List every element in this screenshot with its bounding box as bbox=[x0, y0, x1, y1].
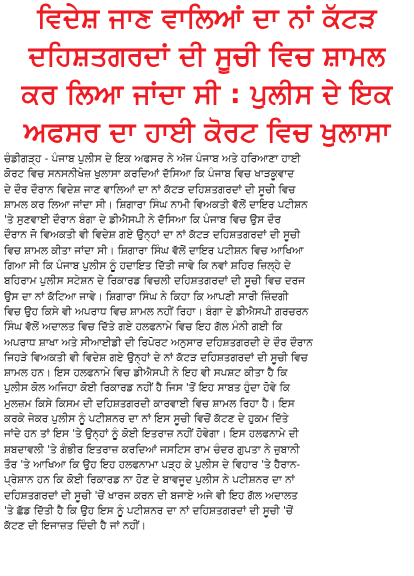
headline-line: ਕਰ ਲਿਆ ਜਾਂਦਾ ਸੀ : ਪੁਲੀਸ ਦੇ ਇਕ bbox=[21, 79, 393, 110]
body-line: ਦਹਿਸ਼ਤਗਰਦਾਂ ਦੀ ਸੂਚੀ 'ਚੋਂ ਖਾਰਜ ਕਰਨ ਦੀ ਬਜਾਏ ਅਜੇ ਵੀ ਇਹ ਗੱਲ ਅਦਾਲਤ bbox=[4, 489, 298, 502]
body-line: ਉਸ ਦਾ ਨਾਂ ਕੱਟਿਆ ਜਾਵੇ। ਸ਼ਿਗਾਰਾ ਸਿੰਘ ਨੇ ਕਿਹਾ ਕਿ ਆਪਣੀ ਸਾਰੀ ਜ਼ਿੰਦਗੀ bbox=[4, 290, 289, 303]
body-line: ਕਰਕੇ ਜੇਕਰ ਪੁਲੀਸ ਨੂੰ ਪਟੀਸ਼ਨਰ ਦਾ ਨਾਂ ਇਸ ਸੂਚੀ ਵਿਚੋਂ ਕੱਟਣ ਦੇ ਹੁਕਮ ਦਿੱਤੇ bbox=[4, 413, 289, 426]
body-line: ਵਿਚ ਉਹ ਕਿਸੇ ਵੀ ਅਪਰਾਧ ਵਿਚ ਸ਼ਾਮਲ ਨਹੀਂ ਰਿਹਾ। ਬੰਗਾ ਦੇ ਡੀਐਸਪੀ ਗਰਚਰਨ bbox=[4, 305, 309, 318]
body-line: ਕੱਟਣ ਦੀ ਇਜਾਜ਼ਤ ਦਿੰਦੀ ਹੈ ਜਾਂ ਨਹੀਂ। bbox=[4, 520, 146, 533]
headline-line: ਅਫਸਰ ਦਾ ਹਾਈ ਕੋਰਟ ਵਿਚ ਖੁਲਾਸਾ bbox=[23, 117, 391, 148]
body-line: ਦੇ ਦੌਰ ਦੌਰਾਨ ਵਿਦੇਸ਼ ਜਾਣ ਵਾਲਿਆਂ ਦਾ ਨਾਂ ਕੱਟੜ ਦਹਿਸ਼ਤਗਰਦਾਂ ਦੀ ਸੂਚੀ ਵਿਚ bbox=[4, 183, 296, 196]
headline-line: ਵਿਦੇਸ਼ ਜਾਣ ਵਾਲਿਆਂ ਦਾ ਨਾਂ ਕੱਟੜ bbox=[37, 3, 377, 34]
body-line: ਸ਼ਾਮਲ ਕਰ ਲਿਆ ਜਾਂਦਾ ਸੀ। ਸ਼ਿਗਾਰਾ ਸਿੰਘ ਨਾਮੀ ਵਿਅਕਤੀ ਵੱਲੋਂ ਦਾਇਰ ਪਟੀਸ਼ਨ bbox=[4, 198, 308, 211]
body-line: ਸ਼ਬਦਾਵਲੀ 'ਤੇ ਗੰਭੀਰ ਇਤਰਾਜ਼ ਕਰਦਿਆਂ ਜਸਟਿਸ ਰਾਮ ਚੰਦਰ ਗੁਪਤਾ ਨੇ ਜ਼ੁਬਾਨੀ bbox=[4, 443, 300, 456]
body-line: ਮੁਲਜ਼ਮ ਕਿਸੇ ਕਿਸਮ ਦੀ ਦਹਿਸ਼ਤਗਰਦੀ ਕਾਰਵਾਈ ਵਿਚ ਸ਼ਾਮਲ ਰਿਹਾ ਹੈ। ਇਸ bbox=[4, 397, 295, 410]
body-line: 'ਤੇ ਸੁਣਵਾਈ ਦੌਰਾਨ ਬੰਗਾ ਦੇ ਡੀਐਸਪੀ ਨੇ ਦੱਸਿਆ ਕਿ ਪੰਜਾਬ ਵਿਚ ਉਸ ਦੌਰ bbox=[4, 214, 281, 227]
body-line: ਬਹਿਰਾਮ ਪੁਲੀਸ ਸਟੇਸ਼ਨ ਦੇ ਰਿਕਾਰਡ ਵਿਚਲੀ ਦਹਿਸ਼ਤਗਰਦਾਂ ਦੀ ਸੂਚੀ ਵਿਚ ਦਰਜ bbox=[4, 275, 305, 288]
body-line: ਤੌਰ 'ਤੇ ਆਖਿਆ ਕਿ ਉਹ ਇਹ ਹਲਫਨਾਮਾ ਪੜ੍ਹ ਕੇ ਪੁਲੀਸ ਦੇ ਵਿਹਾਰ 'ਤੇ ਹੈਰਾਨ- bbox=[4, 458, 301, 471]
article-headline bbox=[0, 0, 414, 150]
body-line: 'ਤੇ ਛੱਡ ਦਿੱਤੀ ਹੈ ਕਿ ਉਹ ਇਸ ਨੂੰ ਪਟੀਸ਼ਨਰ ਦਾ ਨਾਂ ਦਹਿਸ਼ਤਗਰਦਾਂ ਦੀ ਸੂਚੀ 'ਚੋਂ bbox=[4, 504, 293, 517]
body-line: ਪੁਲੀਸ ਕੋਲ ਅਜਿਹਾ ਕੋਈ ਰਿਕਾਰਡ ਨਹੀਂ ਹੈ ਜਿਸ 'ਤੋਂ ਇਹ ਸਾਬਤ ਹੁੰਦਾ ਹੋਵੇ ਕਿ bbox=[4, 382, 290, 395]
body-line: ਦੌਰਾਨ ਜੋ ਵਿਅਕਤੀ ਵੀ ਵਿਦੇਸ਼ ਗਏ ਉਨ੍ਹਾਂ ਦਾ ਨਾਂ ਕੱਟੜ ਦਹਿਸ਼ਤਗਰਦਾਂ ਦੀ ਸੂਚੀ bbox=[4, 229, 301, 242]
body-line: ਸਿੰਘ ਵੱਲੋਂ ਅਦਾਲਤ ਵਿਚ ਦਿੱਤੇ ਗਏ ਹਲਫਨਾਮੇ ਵਿਚ ਇਹ ਗੱਲ ਮੰਨੀ ਗਈ ਕਿ bbox=[4, 321, 283, 334]
body-line: ਸ਼ਾਮਲ ਹਨ। ਇਸ ਹਲਫਨਾਮੇ ਵਿਚ ਡੀਐਸਪੀ ਨੇ ਇਹ ਵੀ ਸਪਸ਼ਟ ਕੀਤਾ ਹੈ ਕਿ bbox=[4, 367, 288, 380]
body-line: ਚੰਡੀਗੜ੍ਹ - ਪੰਜਾਬ ਪੁਲੀਸ ਦੇ ਇਕ ਅਫਸਰ ਨੇ ਅੱਜ ਪੰਜਾਬ ਅਤੇ ਹਰਿਆਣਾ ਹਾਈ bbox=[4, 153, 301, 165]
body-line: ਪ੍ਰੇਸ਼ਾਨ ਹਨ ਕਿ ਕੋਈ ਰਿਕਾਰਡ ਨਾ ਹੋਣ ਦੇ ਬਾਵਜੂਦ ਪੁਲੀਸ ਨੇ ਪਟੀਸ਼ਨਰ ਦਾ ਨਾਂ bbox=[4, 474, 295, 487]
headline-line: ਦਹਿਸ਼ਤਗਰਦਾਂ ਦੀ ਸੂਚੀ ਵਿਚ ਸ਼ਾਮਲ bbox=[28, 41, 386, 72]
body-line: ਜਾਂਦੇ ਹਨ ਤਾਂ ਇਸ 'ਤੇ ਉਨ੍ਹਾਂ ਨੂੰ ਕੋਈ ਇਤਰਾਜ਼ ਨਹੀਂ ਹੋਵੇਗਾ। ਇਸ ਹਲਫਨਾਮੇ ਦੀ bbox=[4, 428, 299, 441]
body-line: ਕੋਰਟ ਵਿਚ ਸਨਸਨੀਖੇਜ਼ ਖੁਲਾਸਾ ਕਰਦਿਆਂ ਦੱਸਿਆ ਕਿ ਪੰਜਾਬ ਵਿਚ ਖਾੜਕੂਵਾਦ bbox=[4, 168, 295, 181]
body-line: ਜਿਹੜੇ ਵਿਅਕਤੀ ਵੀ ਵਿਦੇਸ਼ ਗਏ ਉਨ੍ਹਾਂ ਦੇ ਨਾਂ ਕੱਟੜ ਦਹਿਸ਼ਤਗਰਦਾਂ ਦੀ ਸੂਚੀ ਵਿਚ bbox=[4, 351, 308, 364]
body-line: ਅਪਰਾਧ ਸ਼ਾਖਾ ਅਤੇ ਸੀਆਈਡੀ ਦੀ ਰਿਪੋਰਟ ਅਨੁਸਾਰ ਦਹਿਸ਼ਤਗਰਦੀ ਦੇ ਦੌਰ ਦੌਰਾਨ bbox=[4, 336, 313, 349]
body-line: ਗਿਆ ਸੀ ਕਿ ਪੰਜਾਬ ਪੁਲੀਸ ਨੂੰ ਹਦਾਇਤ ਦਿੱਤੀ ਜਾਵੇ ਕਿ ਨਵਾਂ ਸ਼ਹਿਰ ਜ਼ਿਲ੍ਹੇ ਦੇ bbox=[4, 260, 291, 273]
body-line: ਵਿਚ ਸ਼ਾਮਲ ਕੀਤਾ ਜਾਂਦਾ ਸੀ। ਸ਼ਿਗਾਰਾ ਸਿੰਘ ਵੱਲੋਂ ਦਾਇਰ ਪਟੀਸ਼ਨ ਵਿਚ ਆਖਿਆ bbox=[4, 244, 304, 257]
article-body bbox=[4, 152, 410, 576]
